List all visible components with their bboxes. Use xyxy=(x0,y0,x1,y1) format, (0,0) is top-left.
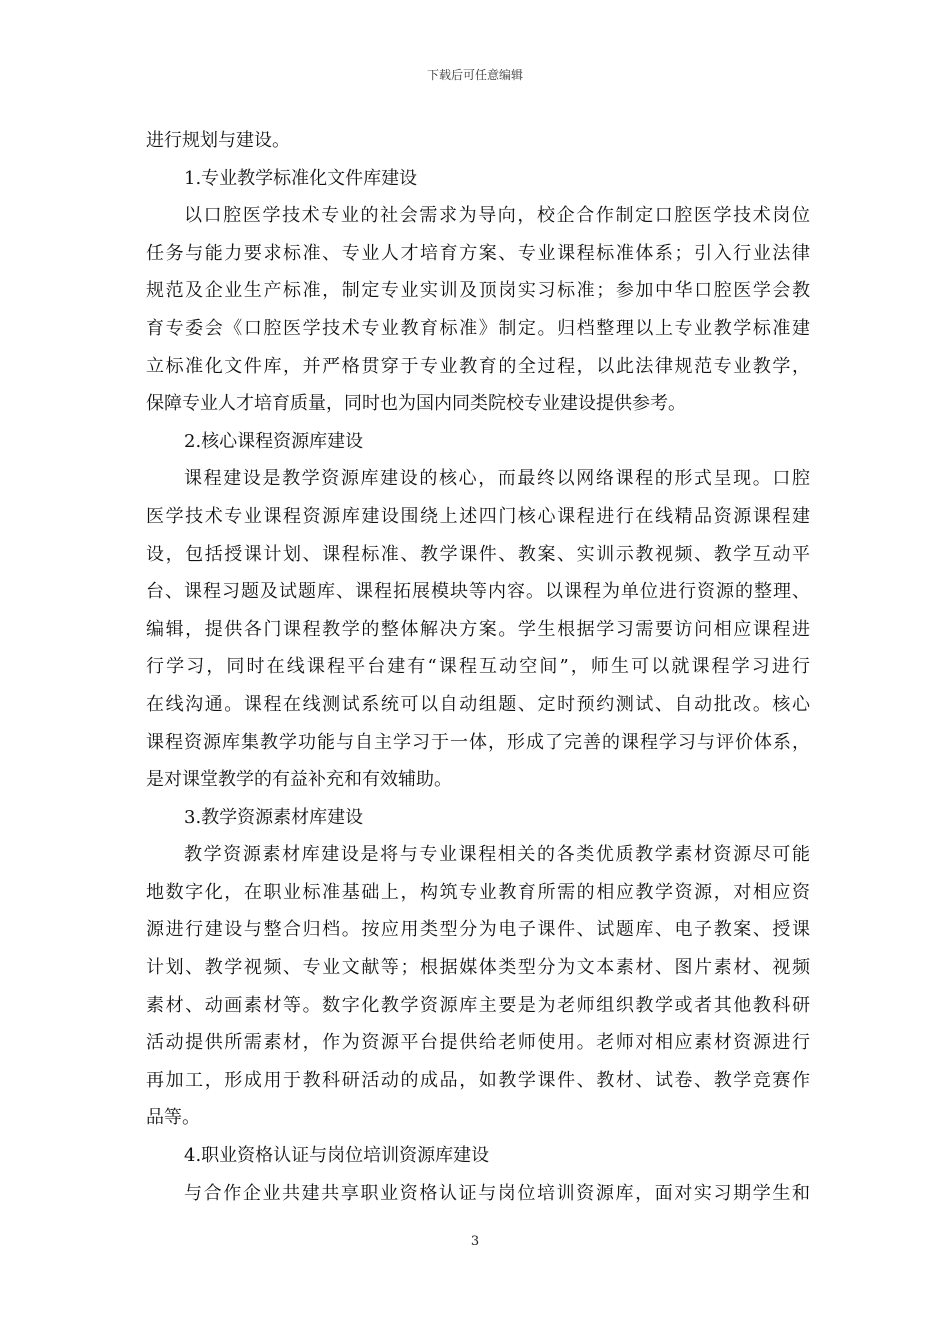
section-heading: 3.教学资源素材库建设 xyxy=(184,806,364,828)
document-body xyxy=(146,122,810,1212)
text-line: 规范及企业生产标准，制定专业实训及顶岗实习标准；参加中华口腔医学会教 xyxy=(146,280,810,302)
text-line: 与合作企业共建共享职业资格认证与岗位培训资源库，面对实习期学生和 xyxy=(184,1182,810,1204)
text-line: 教学资源素材库建设是将与专业课程相关的各类优质教学素材资源尽可能 xyxy=(184,844,810,866)
text-line: 立标准化文件库，并严格贯穿于专业教育的全过程，以此法律规范专业教学， xyxy=(146,355,810,377)
text-line: 以口腔医学技术专业的社会需求为导向，校企合作制定口腔医学技术岗位 xyxy=(184,205,810,227)
text-line: 素材、动画素材等。数字化教学资源库主要是为老师组织教学或者其他教科研 xyxy=(146,994,810,1016)
text-line: 育专委会《口腔医学技术专业教育标准》制定。归档整理以上专业教学标准建 xyxy=(146,317,810,339)
text-line: 医学技术专业课程资源库建设围绕上述四门核心课程进行在线精品资源课程建 xyxy=(146,505,810,527)
text-line: 在线沟通。课程在线测试系统可以自动组题、定时预约测试、自动批改。核心 xyxy=(146,693,810,715)
section-heading: 1.专业教学标准化文件库建设 xyxy=(184,167,418,189)
text-line: 源进行建设与整合归档。按应用类型分为电子课件、试题库、电子教案、授课 xyxy=(146,919,810,941)
text-line: 保障专业人才培育质量，同时也为国内同类院校专业建设提供参考。 xyxy=(146,393,686,415)
text-line: 再加工，形成用于教科研活动的成品，如教学课件、教材、试卷、教学竞赛作 xyxy=(146,1069,810,1091)
text-line: 课程建设是教学资源库建设的核心，而最终以网络课程的形式呈现。口腔 xyxy=(184,468,810,490)
text-line: 进行规划与建设。 xyxy=(146,130,290,151)
text-line: 任务与能力要求标准、专业人才培育方案、专业课程标准体系；引入行业法律 xyxy=(146,242,810,264)
text-line: 活动提供所需素材，作为资源平台提供给老师使用。老师对相应素材资源进行 xyxy=(146,1032,810,1054)
section-heading: 2.核心课程资源库建设 xyxy=(184,430,364,452)
text-line: 设，包括授课计划、课程标准、教学课件、教案、实训示教视频、教学互动平 xyxy=(146,543,810,565)
text-line: 地数字化，在职业标准基础上，构筑专业教育所需的相应教学资源，对相应资 xyxy=(146,881,810,903)
page-number: 3 xyxy=(470,1234,480,1249)
text-line: 计划、教学视频、专业文献等；根据媒体类型分为文本素材、图片素材、视频 xyxy=(146,957,810,979)
section-heading: 4.职业资格认证与岗位培训资源库建设 xyxy=(184,1145,490,1167)
text-line: 编辑，提供各门课程教学的整体解决方案。学生根据学习需要访问相应课程进 xyxy=(146,618,810,640)
text-line: 是对课堂教学的有益补充和有效辅助。 xyxy=(146,769,452,791)
text-line: 台、课程习题及试题库、课程拓展模块等内容。以课程为单位进行资源的整理、 xyxy=(146,581,810,603)
page-header: 下载后可任意编辑 xyxy=(426,68,523,82)
text-line: 行学习，同时在线课程平台建有“课程互动空间”，师生可以就课程学习进行 xyxy=(146,656,810,678)
text-line: 课程资源库集教学功能与自主学习于一体，形成了完善的课程学习与评价体系， xyxy=(146,731,810,753)
text-line: 品等。 xyxy=(146,1107,200,1129)
